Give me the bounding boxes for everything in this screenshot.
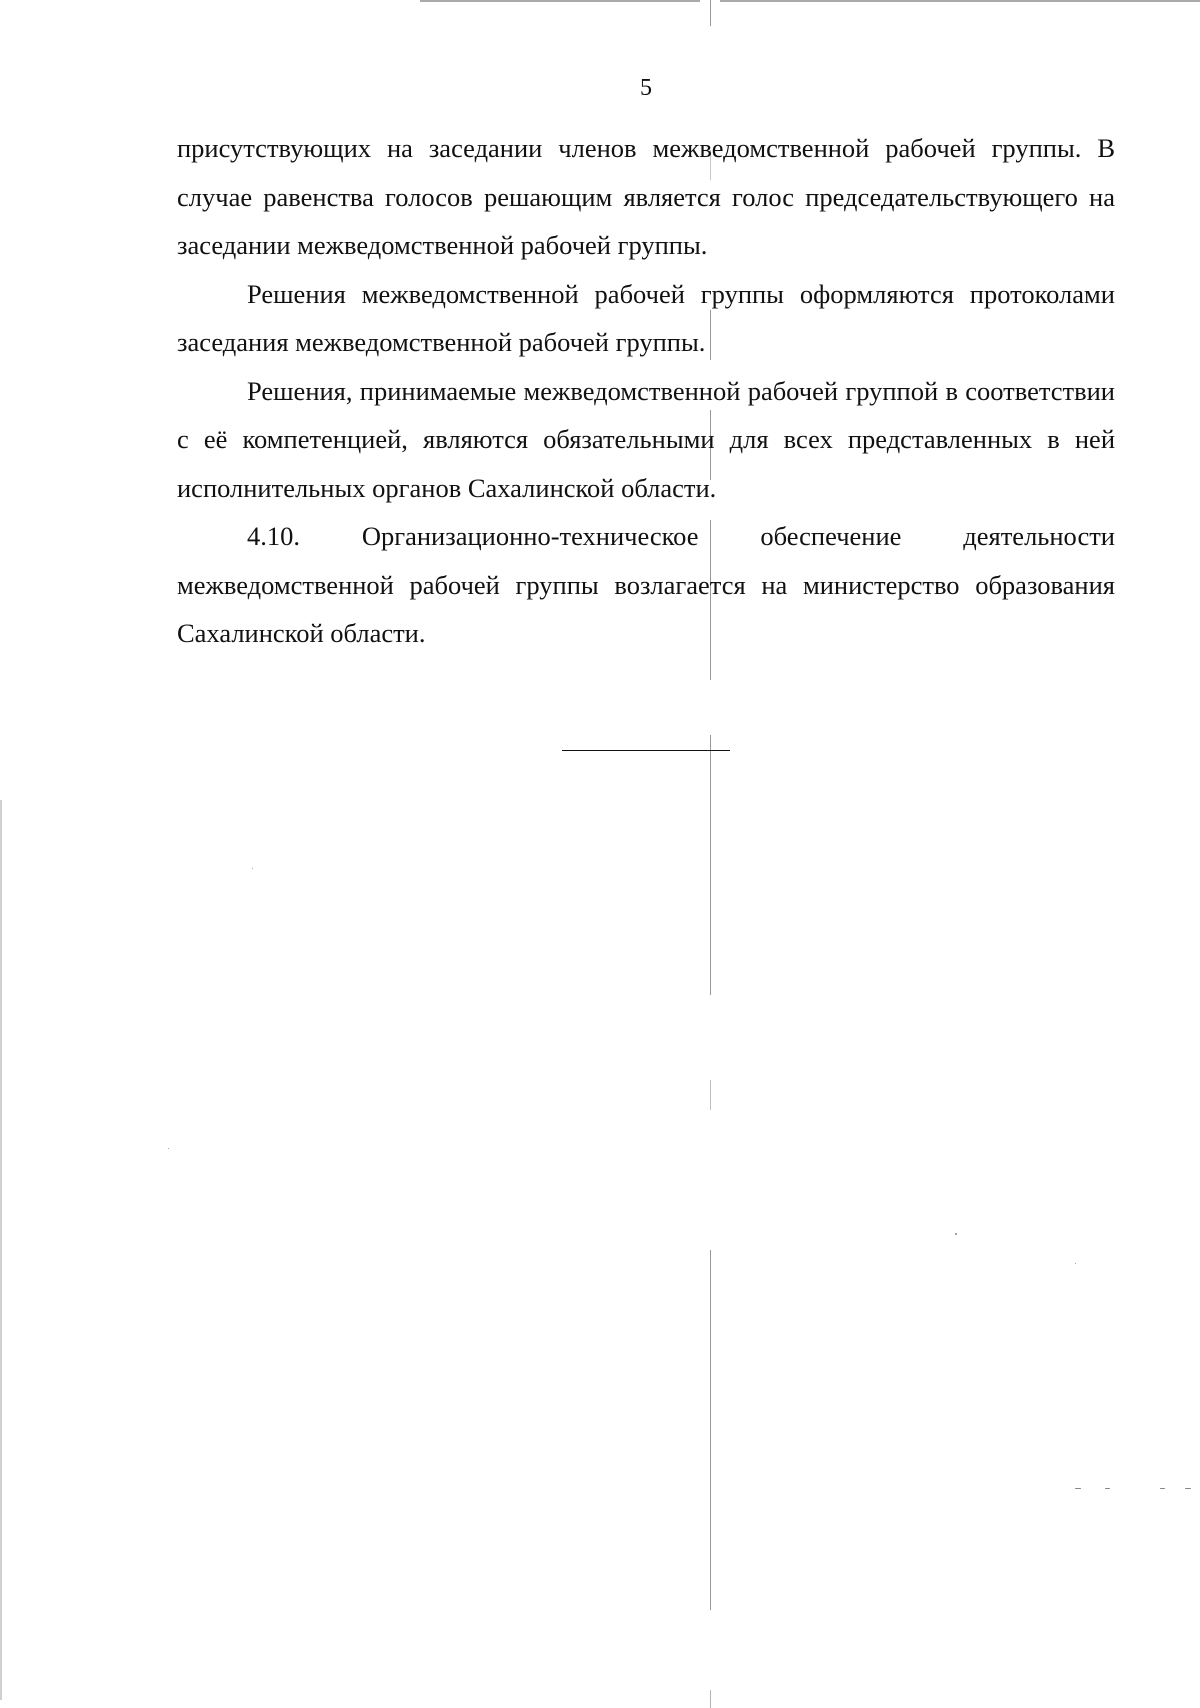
scan-artifact-fold-line: [710, 1080, 711, 1110]
scan-artifact-top-right: [720, 0, 1200, 2]
scan-artifact-fold-line: [710, 1250, 711, 1610]
scan-speck: [1075, 1263, 1076, 1264]
scan-artifact-fold-line: [710, 1690, 711, 1708]
scan-speck: [955, 1233, 957, 1235]
end-of-text-rule: [562, 750, 730, 751]
paragraph-4-10-support: 4.10. Организационно-техническое обеспечение деятельности межведомственной рабочей группы возлагается на министерство образования Сахалинской области.: [177, 521, 1115, 648]
scan-artifact-fold-line: [710, 0, 711, 26]
scan-speck: [1105, 1488, 1110, 1489]
paragraph-voting-rules: присутствующих на заседании членов межведомственной рабочей группы. В случае равенства голосов решающим является голос председательствующего на заседании межведомственной рабочей группы.: [177, 133, 1115, 260]
paragraph-decisions-protocols: Решения межведомственной рабочей группы оформляются протоколами заседания межведомственной рабочей группы.: [177, 278, 1115, 357]
scan-artifact-fold-line: [710, 735, 711, 995]
paragraph-decisions-binding: Решения, принимаемые межведомственной рабочей группой в соответствии с её компетенцией, являются обязательными для всех представленных в ней исполнительных органов Сахалинской области.: [177, 375, 1115, 503]
scan-speck: [252, 868, 253, 869]
scan-speck: [1075, 1488, 1081, 1489]
page-number: 5: [640, 75, 652, 101]
document-body: [177, 124, 1115, 658]
scan-artifact-top-left: [420, 0, 700, 2]
scan-speck: [1160, 1488, 1165, 1489]
scan-speck: [1185, 1488, 1191, 1489]
scan-artifact-left-edge: [0, 800, 2, 1700]
scan-speck: [168, 1148, 169, 1149]
